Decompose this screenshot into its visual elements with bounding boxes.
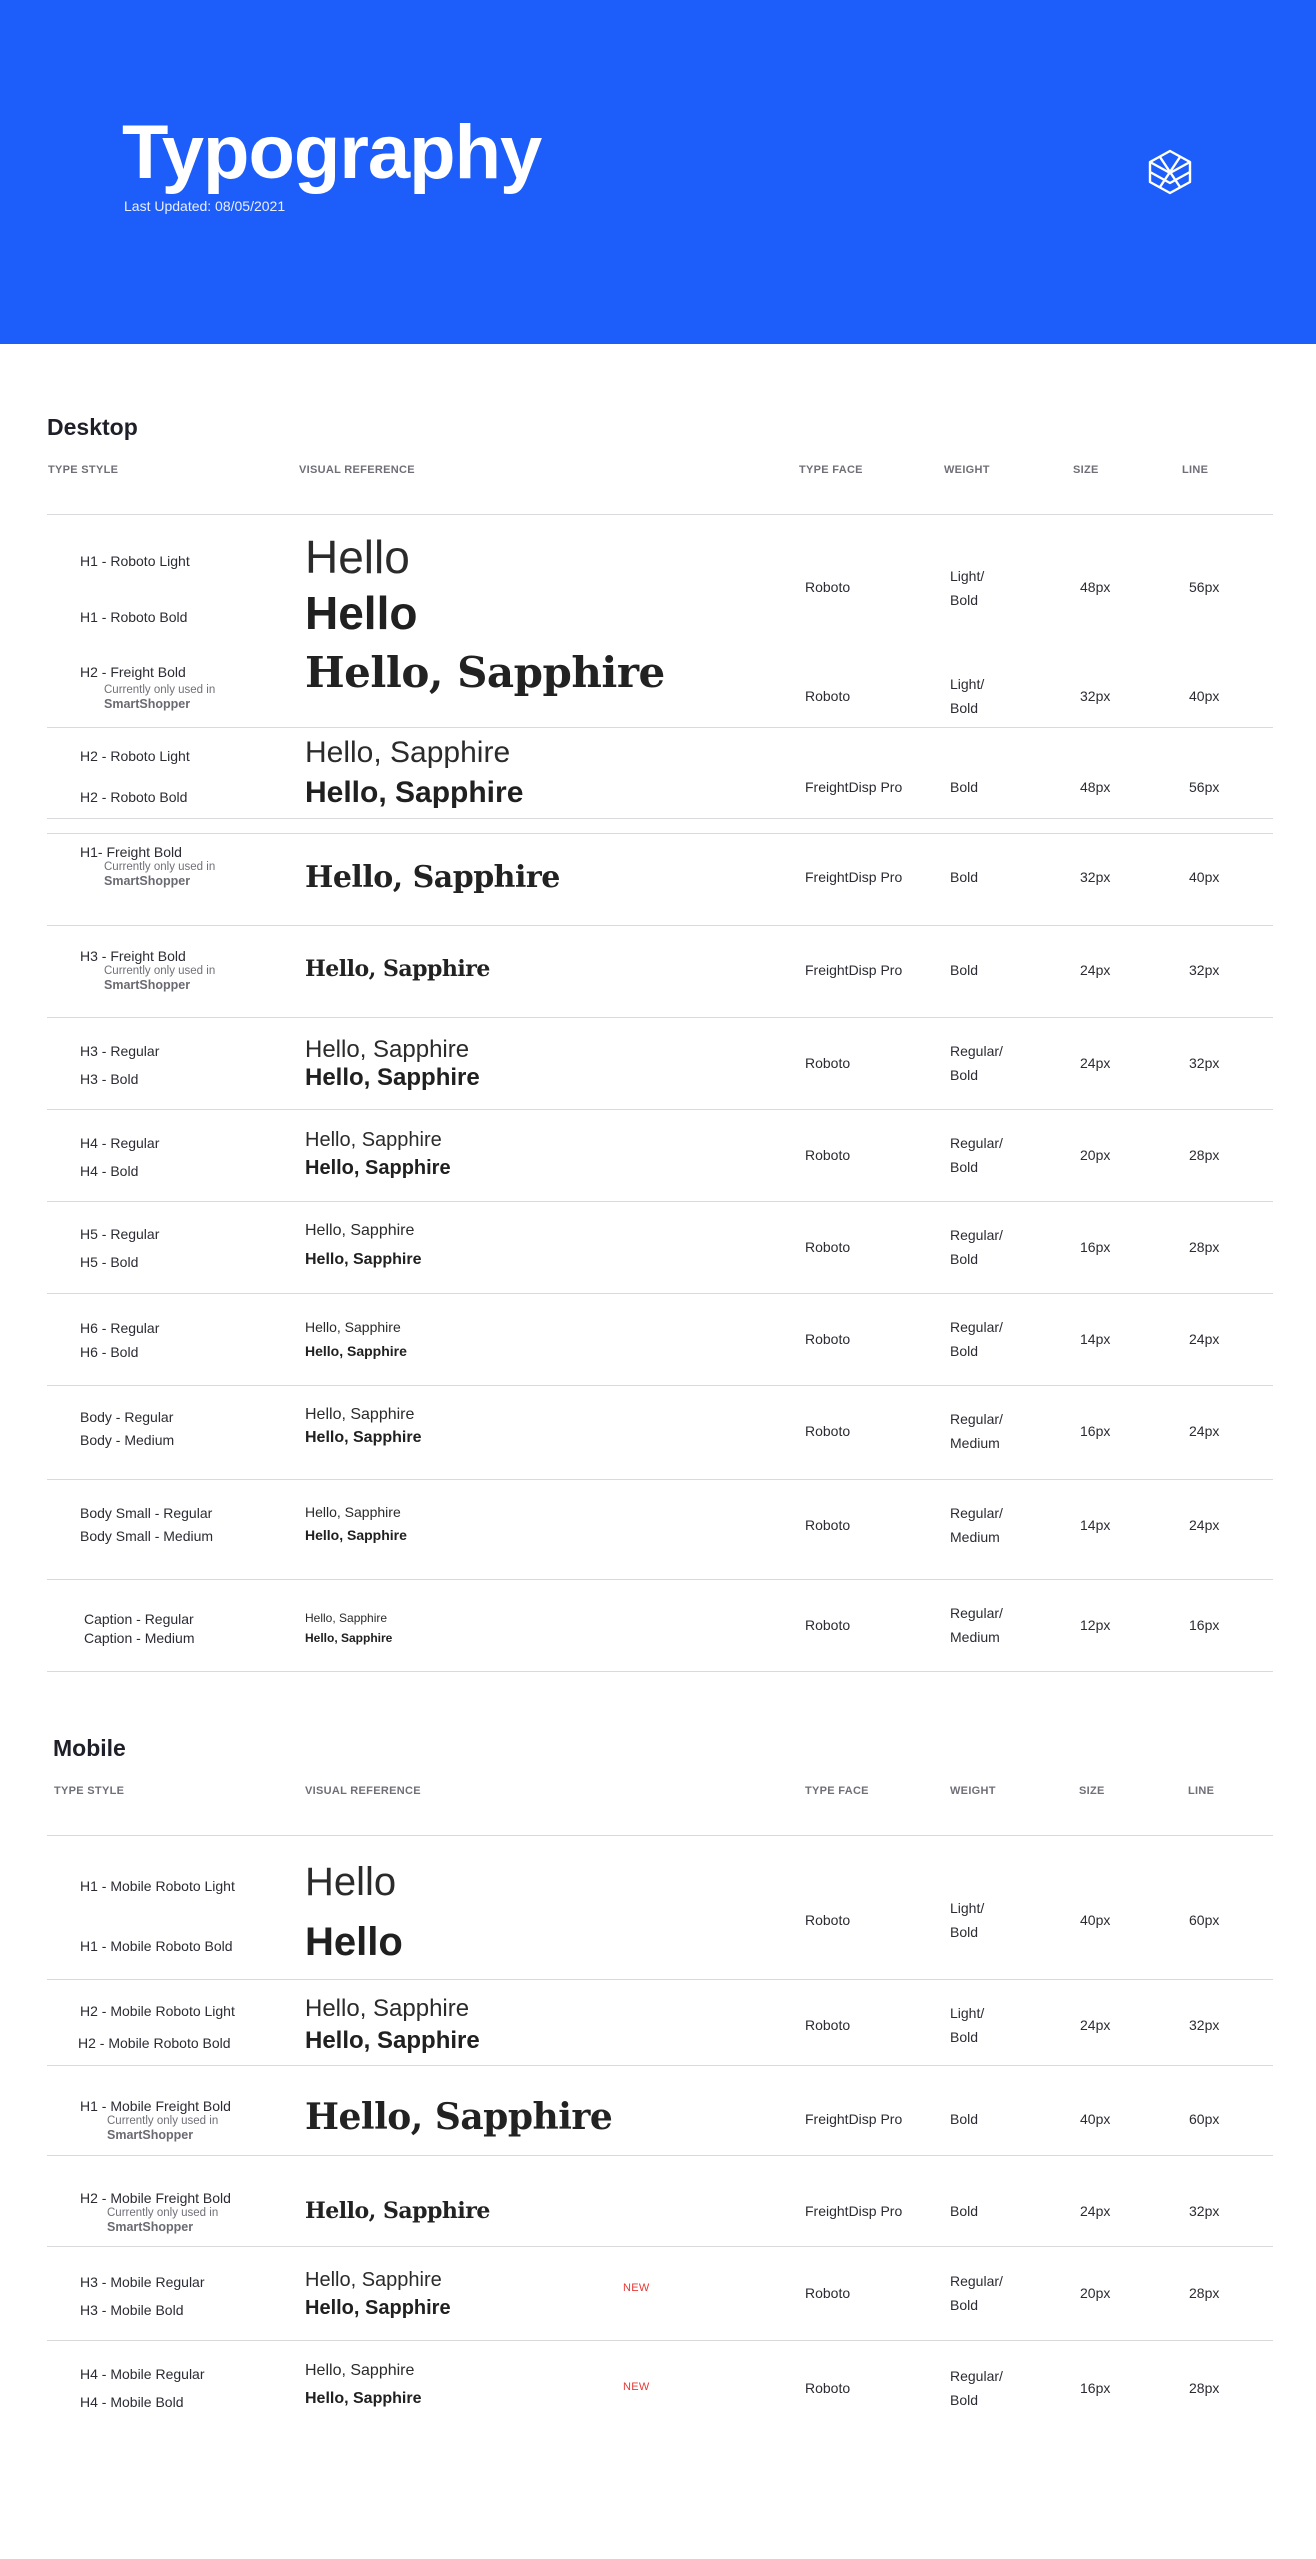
size-value: 16px <box>1080 2380 1111 2396</box>
style-name: H2 - Roboto Bold <box>80 789 188 805</box>
visual-reference: Hello, Sapphire <box>305 1251 422 1268</box>
visual-reference: Hello <box>305 1860 397 1904</box>
line-value: 28px <box>1189 1147 1220 1163</box>
visual-reference: Hello, Sapphire <box>305 1527 407 1543</box>
type-face: FreightDisp Pro <box>805 2203 903 2219</box>
line-value: 32px <box>1189 2017 1220 2033</box>
line-value: 32px <box>1189 1055 1220 1071</box>
usage-note: Currently only used in SmartShopper <box>107 2207 219 2234</box>
visual-reference: Hello, Sapphire <box>305 2096 613 2138</box>
col-size: SIZE <box>1073 464 1099 476</box>
style-name: H3 - Freight Bold <box>80 948 186 964</box>
size-value: 16px <box>1080 1239 1111 1255</box>
divider <box>47 925 1273 926</box>
style-name: H1 - Mobile Freight Bold <box>80 2098 231 2114</box>
col-weight: WEIGHT <box>944 464 990 476</box>
visual-reference: Hello, Sapphire <box>305 1343 407 1359</box>
col-type-style: TYPE STYLE <box>48 464 119 476</box>
usage-note: Currently only used in SmartShopper <box>104 965 216 992</box>
style-name: H2 - Freight Bold <box>80 664 186 680</box>
style-name: H1 - Mobile Roboto Light <box>80 1878 235 1894</box>
size-value: 32px <box>1080 869 1111 885</box>
divider <box>47 2246 1273 2247</box>
type-face: Roboto <box>805 1147 851 1163</box>
type-face: FreightDisp Pro <box>805 869 903 885</box>
weight-value: Regular/ Bold <box>950 1319 1003 1359</box>
size-value: 24px <box>1080 1055 1111 1071</box>
visual-reference: Hello, Sapphire <box>305 2027 480 2054</box>
visual-reference: Hello, Sapphire <box>305 2269 442 2291</box>
usage-note: Currently only used in SmartShopper <box>107 2115 219 2142</box>
size-value: 20px <box>1080 2285 1111 2301</box>
visual-reference: Hello, Sapphire <box>305 2390 422 2407</box>
line-value: 16px <box>1189 1617 1220 1633</box>
page-title: Typography <box>122 110 542 195</box>
type-face: Roboto <box>805 1055 851 1071</box>
type-face: Roboto <box>805 1239 851 1255</box>
usage-note: Currently only used in SmartShopper <box>104 684 216 711</box>
style-name: H3 - Mobile Bold <box>80 2302 184 2318</box>
last-updated: Last Updated: 08/05/2021 <box>124 198 286 214</box>
divider <box>47 1385 1273 1386</box>
line-value: 56px <box>1189 779 1220 795</box>
col-type-style: TYPE STYLE <box>54 1785 125 1797</box>
style-name: H3 - Mobile Regular <box>80 2274 205 2290</box>
divider <box>47 514 1273 515</box>
visual-reference: Hello, Sapphire <box>305 2198 490 2224</box>
type-face: FreightDisp Pro <box>805 962 903 978</box>
divider <box>47 1293 1273 1294</box>
weight-value: Regular/ Bold <box>950 1227 1003 1267</box>
divider <box>47 1671 1273 1672</box>
divider <box>47 818 1273 819</box>
weight-value: Bold <box>950 2203 979 2219</box>
type-face: Roboto <box>805 1423 851 1439</box>
visual-reference: Hello, Sapphire <box>305 860 560 895</box>
visual-reference: Hello, Sapphire <box>305 2297 451 2319</box>
weight-value: Bold <box>950 779 979 795</box>
line-value: 32px <box>1189 2203 1220 2219</box>
style-name: Body - Regular <box>80 1409 174 1425</box>
style-name: H1- Freight Bold <box>80 844 182 860</box>
line-value: 24px <box>1189 1423 1220 1439</box>
divider <box>47 2155 1273 2156</box>
visual-reference: Hello, Sapphire <box>305 1406 415 1423</box>
divider <box>47 1017 1273 1018</box>
style-name: H2 - Mobile Roboto Bold <box>78 2035 231 2051</box>
size-value: 24px <box>1080 2017 1111 2033</box>
type-face: Roboto <box>805 1331 851 1347</box>
divider <box>47 1979 1273 1980</box>
visual-reference: Hello, Sapphire <box>305 1319 401 1335</box>
line-value: 28px <box>1189 2380 1220 2396</box>
style-name: H5 - Regular <box>80 1226 160 1242</box>
col-type-face: TYPE FACE <box>805 1785 869 1797</box>
line-value: 40px <box>1189 869 1220 885</box>
visual-reference: Hello <box>305 531 410 583</box>
col-line: LINE <box>1182 464 1209 476</box>
new-badge: NEW <box>623 2282 650 2294</box>
visual-reference: Hello, Sapphire <box>305 736 511 769</box>
style-name: Caption - Regular <box>84 1611 194 1627</box>
size-value: 16px <box>1080 1423 1111 1439</box>
divider <box>47 727 1273 728</box>
weight-value: Bold <box>950 2111 979 2127</box>
weight-value: Regular/ Bold <box>950 2368 1003 2408</box>
mobile-section-title: Mobile <box>53 1735 126 1761</box>
style-name: H4 - Regular <box>80 1135 160 1151</box>
size-value: 40px <box>1080 1912 1111 1928</box>
style-name: H4 - Mobile Bold <box>80 2394 184 2410</box>
style-name: H6 - Regular <box>80 1320 160 1336</box>
new-badge: NEW <box>623 2381 650 2393</box>
style-name: H1 - Roboto Bold <box>80 609 188 625</box>
type-face: Roboto <box>805 2285 851 2301</box>
visual-reference: Hello <box>305 587 418 639</box>
type-face: Roboto <box>805 1617 851 1633</box>
visual-reference: Hello, Sapphire <box>305 1611 388 1625</box>
style-name: H3 - Regular <box>80 1043 160 1059</box>
size-value: 24px <box>1080 2203 1111 2219</box>
line-value: 60px <box>1189 1912 1220 1928</box>
line-value: 40px <box>1189 688 1220 704</box>
line-value: 24px <box>1189 1517 1220 1533</box>
visual-reference: Hello, Sapphire <box>305 776 524 809</box>
type-face: FreightDisp Pro <box>805 779 903 795</box>
divider <box>47 1201 1273 1202</box>
line-value: 32px <box>1189 962 1220 978</box>
type-face: Roboto <box>805 1517 851 1533</box>
size-value: 32px <box>1080 688 1111 704</box>
visual-reference: Hello <box>305 1920 403 1964</box>
weight-value: Regular/ Medium <box>950 1605 1003 1645</box>
weight-value: Bold <box>950 962 979 978</box>
weight-value: Light/ Bold <box>950 568 985 608</box>
style-name: H1 - Mobile Roboto Bold <box>80 1938 233 1954</box>
style-name: Body - Medium <box>80 1432 175 1448</box>
visual-reference: Hello, Sapphire <box>305 1631 393 1645</box>
style-name: H4 - Mobile Regular <box>80 2366 205 2382</box>
visual-reference: Hello, Sapphire <box>305 1036 470 1063</box>
type-face: Roboto <box>805 1912 851 1928</box>
style-name: H6 - Bold <box>80 1344 139 1360</box>
type-face: FreightDisp Pro <box>805 2111 903 2127</box>
type-face: Roboto <box>805 2017 851 2033</box>
weight-value: Bold <box>950 869 979 885</box>
line-value: 60px <box>1189 2111 1220 2127</box>
divider <box>47 1579 1273 1580</box>
style-name: Body Small - Regular <box>80 1505 213 1521</box>
usage-note: Currently only used in SmartShopper <box>104 861 216 888</box>
line-value: 24px <box>1189 1331 1220 1347</box>
weight-value: Regular/ Bold <box>950 2273 1003 2313</box>
size-value: 48px <box>1080 579 1111 595</box>
col-visual-reference: VISUAL REFERENCE <box>299 464 415 476</box>
visual-reference: Hello, Sapphire <box>305 648 665 697</box>
col-weight: WEIGHT <box>950 1785 996 1797</box>
visual-reference: Hello, Sapphire <box>305 1064 480 1091</box>
line-value: 56px <box>1189 579 1220 595</box>
size-value: 40px <box>1080 2111 1111 2127</box>
style-name: H5 - Bold <box>80 1254 139 1270</box>
type-face: Roboto <box>805 688 851 704</box>
col-type-face: TYPE FACE <box>799 464 863 476</box>
style-name: H1 - Roboto Light <box>80 553 190 569</box>
style-name: H2 - Roboto Light <box>80 748 190 764</box>
size-value: 20px <box>1080 1147 1111 1163</box>
col-size: SIZE <box>1079 1785 1105 1797</box>
style-name: H2 - Mobile Roboto Light <box>80 2003 235 2019</box>
line-value: 28px <box>1189 1239 1220 1255</box>
style-name: H3 - Bold <box>80 1071 139 1087</box>
visual-reference: Hello, Sapphire <box>305 956 490 982</box>
divider <box>47 1479 1273 1480</box>
divider <box>47 2065 1273 2066</box>
weight-value: Regular/ Medium <box>950 1411 1003 1451</box>
header-banner <box>0 0 1316 344</box>
visual-reference: Hello, Sapphire <box>305 1504 401 1520</box>
visual-reference: Hello, Sapphire <box>305 2362 415 2379</box>
size-value: 14px <box>1080 1517 1111 1533</box>
weight-value: Regular/ Bold <box>950 1043 1003 1083</box>
size-value: 24px <box>1080 962 1111 978</box>
desktop-section-title: Desktop <box>47 414 138 440</box>
weight-value: Light/ Bold <box>950 2005 985 2045</box>
visual-reference: Hello, Sapphire <box>305 1157 451 1179</box>
style-name: H4 - Bold <box>80 1163 139 1179</box>
divider <box>47 1109 1273 1110</box>
weight-value: Light/ Bold <box>950 1900 985 1940</box>
divider <box>47 833 1273 834</box>
style-name: Caption - Medium <box>84 1630 195 1646</box>
col-line: LINE <box>1188 1785 1215 1797</box>
weight-value: Regular/ Bold <box>950 1135 1003 1175</box>
size-value: 48px <box>1080 779 1111 795</box>
cube-icon <box>1146 148 1194 196</box>
weight-value: Regular/ Medium <box>950 1505 1003 1545</box>
type-face: Roboto <box>805 579 851 595</box>
style-name: H2 - Mobile Freight Bold <box>80 2190 231 2206</box>
visual-reference: Hello, Sapphire <box>305 1129 442 1151</box>
type-face: Roboto <box>805 2380 851 2396</box>
line-value: 28px <box>1189 2285 1220 2301</box>
weight-value: Light/ Bold <box>950 676 985 716</box>
divider <box>47 1835 1273 1836</box>
divider <box>47 2340 1273 2341</box>
size-value: 12px <box>1080 1617 1111 1633</box>
size-value: 14px <box>1080 1331 1111 1347</box>
visual-reference: Hello, Sapphire <box>305 1995 470 2022</box>
visual-reference: Hello, Sapphire <box>305 1429 422 1446</box>
col-visual-reference: VISUAL REFERENCE <box>305 1785 421 1797</box>
visual-reference: Hello, Sapphire <box>305 1222 415 1239</box>
style-name: Body Small - Medium <box>80 1528 214 1544</box>
